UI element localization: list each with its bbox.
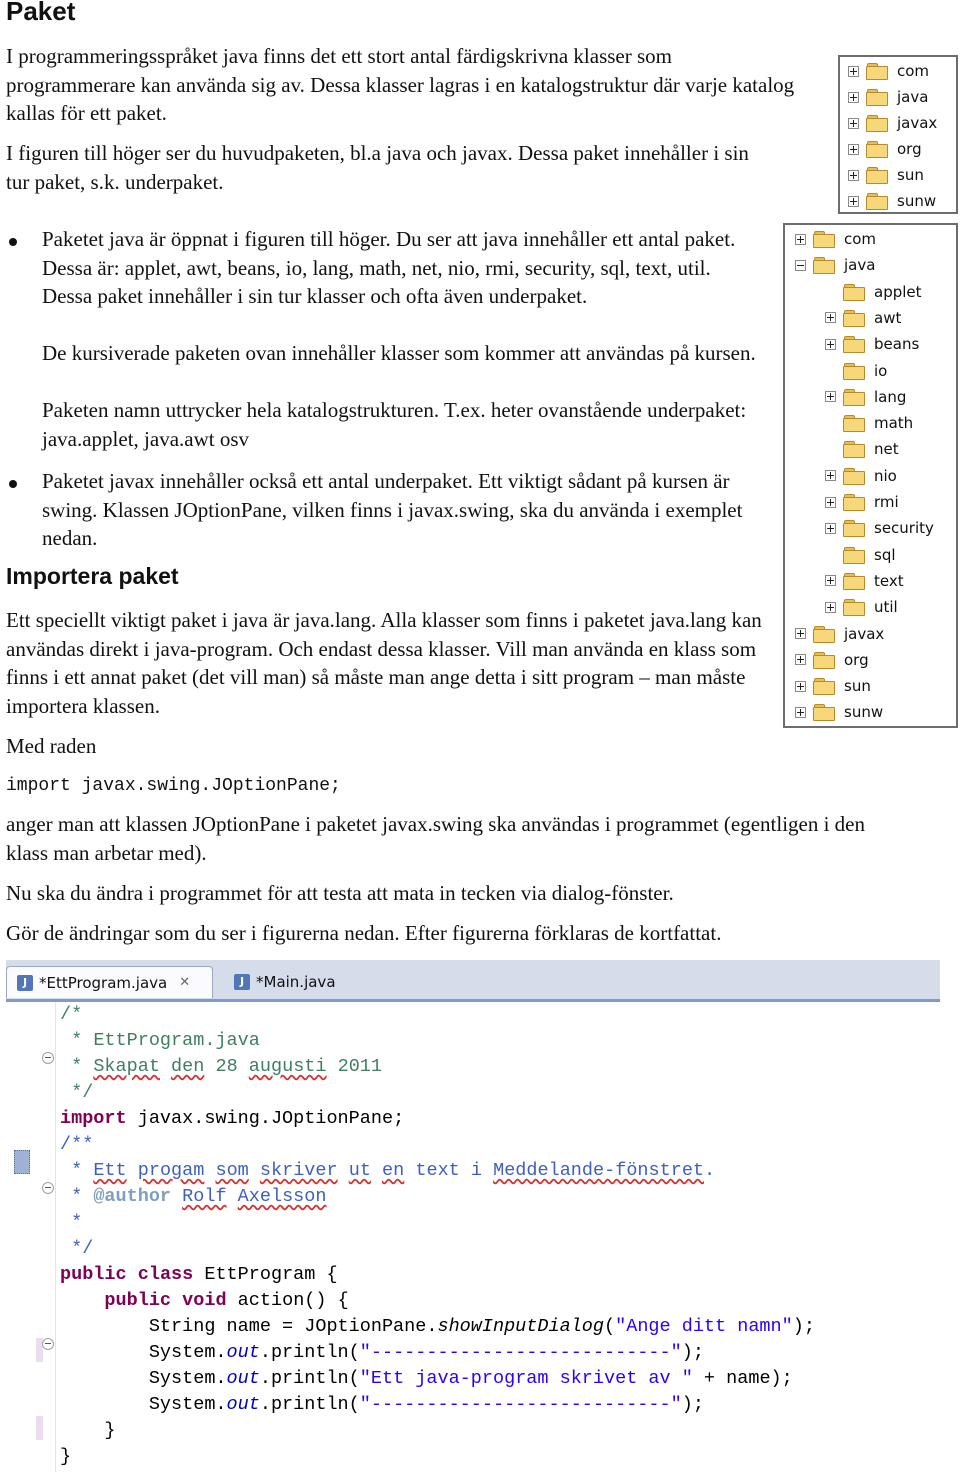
code-line[interactable]: public class EttProgram { (60, 1264, 338, 1285)
import-code-line: import javax.swing.JOptionPane; (6, 776, 341, 796)
code-line[interactable]: public void action() { (104, 1290, 349, 1311)
folder-icon (813, 652, 835, 668)
tree-item-sunw[interactable] (795, 701, 883, 723)
folder-icon (813, 257, 835, 273)
java-file-icon: J (234, 974, 250, 990)
tree-item-label: java (844, 256, 876, 275)
folder-icon (843, 310, 865, 326)
folder-icon (813, 678, 835, 694)
expand-icon[interactable] (825, 602, 836, 613)
folder-icon (843, 494, 865, 510)
folder-icon (843, 389, 865, 405)
folder-icon (843, 441, 865, 457)
tree-item-label: org (844, 650, 869, 669)
fold-icon[interactable] (42, 1338, 54, 1350)
tree-item-com[interactable] (795, 228, 876, 250)
editor-gutter (6, 1002, 54, 1472)
gutter-divider (55, 1002, 56, 1472)
tree-spacer (825, 286, 836, 297)
page-title: Paket (6, 0, 76, 26)
tree-item-javax[interactable] (795, 623, 884, 645)
section-paragraph-1: Ett speciellt viktigt paket i java är java.lang. Alla klasser som finns i paketet java.lang kan användas direkt i java-program. Och endast dessa klasser. Vill man använda en klass som finns i ett annat paket (det vill man) så måste man ange detta i sitt program – man måste importera klassen. (6, 608, 762, 718)
folder-icon (843, 547, 865, 563)
change-marker (14, 1150, 30, 1174)
tree-item-beans[interactable] (825, 333, 919, 355)
expand-icon[interactable] (848, 118, 859, 129)
tree-spacer (825, 549, 836, 560)
tree-item-security[interactable] (825, 517, 934, 539)
folder-icon (843, 336, 865, 352)
folder-icon (843, 599, 865, 615)
folder-icon (813, 704, 835, 720)
section-paragraph-4: Nu ska du ändra i programmet för att testa att mata in tecken via dialog-fönster. (6, 881, 674, 905)
tree-item-label: rmi (874, 493, 899, 511)
folder-icon (866, 193, 888, 209)
tree-item-label: sunw (844, 703, 884, 722)
code-line[interactable]: System.out.println("---------------------------"); (60, 1394, 704, 1415)
tree-item-label: math (874, 414, 914, 433)
expand-icon[interactable] (825, 523, 836, 534)
section-paragraph-3: anger man att klassen JOptionPane i paketet javax.swing ska användas i programmet (egentligen i den klass man arbetar med). (6, 812, 866, 865)
tree-item-org[interactable] (795, 649, 869, 671)
code-line[interactable]: * @author Rolf Axelsson (60, 1186, 327, 1207)
expand-icon[interactable] (848, 92, 859, 103)
tree-item-nio[interactable] (825, 465, 897, 487)
folder-icon (813, 231, 835, 247)
tree-item-label: awt (874, 308, 902, 327)
intro-paragraph-1: I programmeringsspråket java finns det ett stort antal färdigskrivna klasser som programmerare kan använda sig av. Dessa klasser lagras i en katalogstruktur där varje katalog kallas för ett paket. (6, 44, 795, 125)
folder-icon (866, 141, 888, 157)
close-icon[interactable]: ✕ (179, 975, 191, 990)
folder-icon (843, 468, 865, 484)
tree-item-label: org (897, 140, 922, 158)
tree-item-label: lang (874, 387, 907, 406)
tree-item-label: sunw (897, 192, 937, 210)
tree-spacer (825, 418, 836, 429)
bullet-1-text-3: Paketen namn uttrycker hela katalogstrukturen. T.ex. heter ovanstående underpaket: java.applet, java.awt osv (42, 398, 747, 451)
expand-icon[interactable] (795, 681, 806, 692)
expand-icon[interactable] (795, 628, 806, 639)
tree-item-net[interactable] (825, 438, 899, 460)
tree-item-label: java (897, 88, 929, 106)
tree-item-label: sun (844, 677, 871, 696)
folder-icon (866, 89, 888, 105)
java-file-icon: J (17, 975, 33, 991)
tree-item-rmi[interactable] (825, 491, 899, 513)
tree-item-text[interactable] (825, 570, 904, 592)
code-line[interactable]: * Ett progam som skriver ut en text i Meddelande-fönstret. (60, 1160, 716, 1181)
expand-icon[interactable] (825, 391, 836, 402)
code-line[interactable]: /** (60, 1134, 94, 1155)
folder-icon (813, 626, 835, 642)
package-tree-collapsed (838, 55, 958, 214)
code-line[interactable]: String name = JOptionPane.showInputDialog("Ange ditt namn"); (60, 1316, 815, 1337)
bullet-dot (9, 480, 17, 488)
expand-icon[interactable] (825, 312, 836, 323)
code-line[interactable]: * Skapat den 28 augusti 2011 (60, 1056, 383, 1077)
expand-icon[interactable] (795, 234, 806, 245)
tree-item-label: nio (874, 466, 897, 485)
tree-item-io[interactable] (825, 360, 887, 382)
tree-item-label: applet (874, 282, 922, 301)
code-line[interactable]: */ (60, 1082, 94, 1103)
code-line[interactable]: System.out.println("---------------------------"); (60, 1342, 704, 1363)
tree-item[interactable] (848, 112, 937, 134)
tree-item[interactable] (848, 164, 924, 186)
code-editor (6, 960, 940, 1472)
tab-ettprogram[interactable] (6, 966, 213, 998)
tree-item[interactable] (848, 86, 928, 108)
expand-icon[interactable] (795, 707, 806, 718)
tree-item-label: sun (897, 166, 924, 184)
expand-icon[interactable] (825, 497, 836, 508)
expand-icon[interactable] (825, 339, 836, 350)
expand-icon[interactable] (795, 654, 806, 665)
expand-icon[interactable] (848, 170, 859, 181)
intro-paragraph-2: I figuren till höger ser du huvudpaketen, bl.a java och javax. Dessa paket innehåller i sin tur paket, s.k. underpaket. (6, 141, 749, 194)
tab-label: *Main.java (256, 972, 336, 991)
package-tree-expanded (783, 223, 958, 728)
code-line[interactable]: * (60, 1212, 83, 1233)
bullet-dot (9, 238, 17, 246)
folder-icon (843, 363, 865, 379)
folder-icon (843, 284, 865, 300)
tree-item-label: io (874, 361, 888, 380)
tree-item-label: security (874, 519, 934, 538)
tree-item-label: util (874, 598, 898, 617)
folder-icon (843, 415, 865, 431)
change-marker (36, 1416, 43, 1440)
code-line[interactable]: } (60, 1420, 116, 1441)
tree-item-awt[interactable] (825, 307, 901, 329)
bullet-1-text: Paketet java är öppnat i figuren till höger. Du ser att java innehåller ett antal paket. Dessa är: applet, awt, beans, io, lang, math, net, nio, rmi, security, sql, text, util. Dessa paket innehåller i sin tur klasser och ofta även underpaket. (42, 227, 736, 308)
tree-item-util[interactable] (825, 596, 898, 618)
tree-item-lang[interactable] (825, 386, 906, 408)
tree-item-label: sql (874, 545, 896, 564)
expand-icon[interactable] (848, 66, 859, 77)
editor-tab-bar (6, 960, 940, 1002)
code-line[interactable]: /* (60, 1004, 83, 1025)
expand-icon[interactable] (825, 470, 836, 481)
tree-item-sun[interactable] (795, 675, 871, 697)
tab-main[interactable] (224, 966, 364, 997)
section-paragraph-5: Gör de ändringar som du ser i figurerna nedan. Efter figurerna förklaras de kortfattat. (6, 921, 722, 945)
folder-icon (866, 115, 888, 131)
code-line[interactable]: System.out.println("Ett java-program skrivet av " + name); (60, 1368, 793, 1389)
tree-item[interactable] (848, 190, 936, 212)
expand-icon[interactable] (848, 144, 859, 155)
collapse-icon[interactable] (795, 260, 806, 271)
expand-icon[interactable] (848, 196, 859, 207)
tab-label: *EttProgram.java (39, 973, 168, 992)
tree-item-label: com (844, 230, 877, 248)
tree-item-math[interactable] (825, 412, 913, 434)
fold-icon[interactable] (42, 1052, 54, 1064)
bullet-1-text-2: De kursiverade paketen ovan innehåller klasser som kommer att användas på kursen. (42, 341, 756, 365)
folder-icon (843, 520, 865, 536)
code-line[interactable]: } (60, 1446, 72, 1467)
tree-item-sql[interactable] (825, 544, 896, 566)
tree-spacer (825, 365, 836, 376)
tree-item-label: com (897, 62, 930, 80)
tree-item[interactable] (848, 60, 929, 82)
tree-item-label: javax (844, 624, 885, 643)
code-line[interactable]: * EttProgram.java (60, 1030, 260, 1051)
section-heading: Importera paket (6, 563, 179, 589)
tree-item-label: beans (874, 335, 920, 354)
expand-icon[interactable] (825, 575, 836, 586)
fold-icon[interactable] (42, 1182, 54, 1194)
tree-item-label: javax (897, 114, 938, 132)
tree-item-java[interactable] (795, 254, 875, 276)
tree-item-label: text (874, 571, 904, 590)
bullet-2-text: Paketet javax innehåller också ett antal underpaket. Ett viktigt sådant på kursen är swing. Klassen JOptionPane, vilken finns i javax.swing, ska du använda i exemplet nedan. (42, 469, 743, 550)
tree-spacer (825, 444, 836, 455)
folder-icon (866, 63, 888, 79)
tree-item[interactable] (848, 138, 922, 160)
code-line[interactable]: */ (60, 1238, 94, 1259)
folder-icon (843, 573, 865, 589)
tree-item-applet[interactable] (825, 281, 922, 303)
folder-icon (866, 167, 888, 183)
section-paragraph-2: Med raden (6, 734, 97, 758)
code-line[interactable]: import javax.swing.JOptionPane; (60, 1108, 405, 1129)
tree-item-label: net (874, 440, 899, 459)
